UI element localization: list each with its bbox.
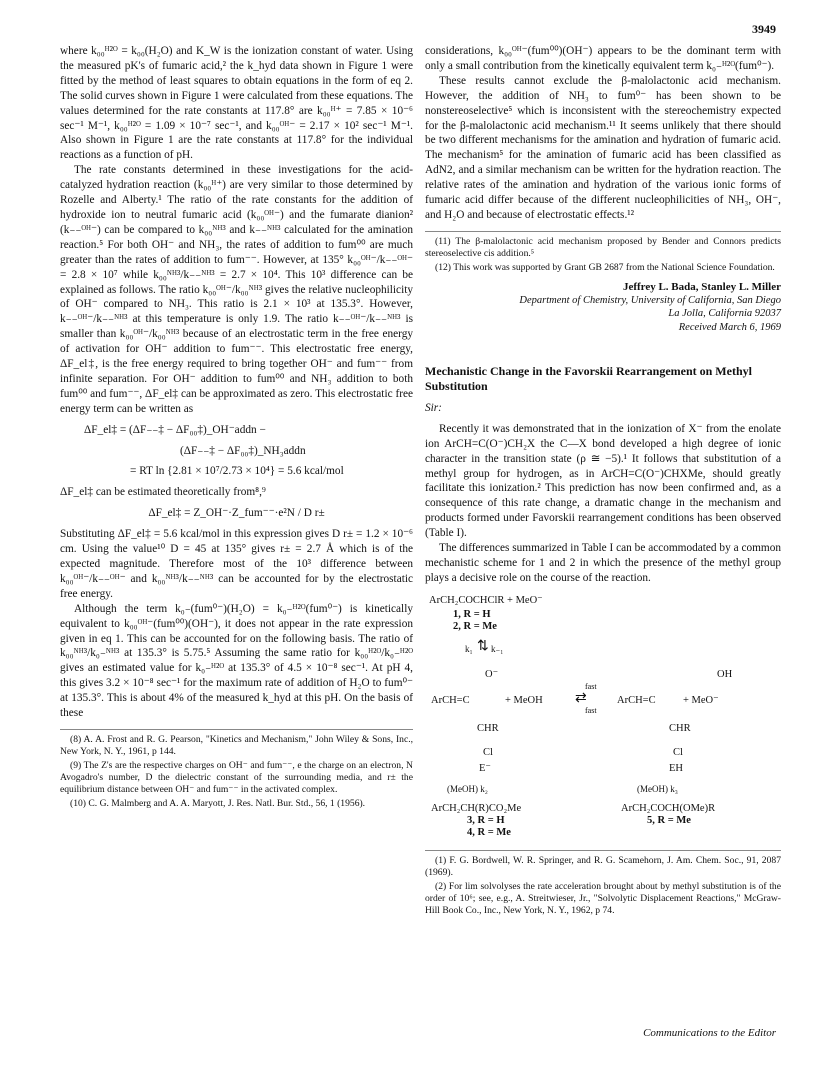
right-paragraph-2: These results cannot exclude the β-malolactonic acid mechanism. However, the addition of NH₃ to fum⁰⁻ has been shown to be nonstereoselective⁵ which is inconsistent with the stereochemistry expected for the β-malolactonic acid mechanism.¹¹ It seems unlikely that there should be two different mechanisms for the amination and hydration of fumaric acid. The mechanism⁵ for the amination of fumaric acid has been classified as AdN2, and a similar mechanism can be written for the hydration reaction. The relative rates of the amination and hydration of the various ionic forms of fumaric acid differ because of the different nucleophilicities of NH₃, OH⁻, and H₂O and because of electrostatic effects.¹² bbox=[425, 74, 781, 221]
authors: Jeffrey L. Bada, Stanley L. Miller bbox=[622, 280, 781, 293]
journal-section-footer: Communications to the Editor bbox=[643, 1027, 776, 1039]
left-paragraph-3: ΔF_el‡ can be estimated theoretically from⁸,⁹ bbox=[60, 486, 266, 499]
page-number: 3949 bbox=[752, 22, 776, 36]
scheme-reactant-2: 2, R = Me bbox=[453, 620, 497, 632]
fast-equilibrium-arrow-icon: ⇄ bbox=[575, 690, 587, 706]
left-paragraph-1: where k₀₀ᴴ²ᴼ = k₀₀(H₂O) and K_W is the ionization constant of water. Using the measured pK's of fumaric acid,² the k_hyd data shown in Figure 1 were fitted by the method of least squares to obtain equations in the form of eq 2. The solid curves shown in Figure 1 were calculated from these equations. The values determined for the rate constants at 117.8° are k₀₀ᴴ⁺ = 7.85 × 10⁻⁶ sec⁻¹ M⁻¹, k₀₀ᴴ²ᴼ = 1.09 × 10⁻⁷ sec⁻¹, and k₀₀ᴼᴴ⁻ = 2.17 × 10² sec⁻¹ M⁻¹. Also shown in Figure 1 are the rate constants at 117.8° for the individual reactions as a function of pH. bbox=[60, 45, 413, 162]
equation-2: ΔF_el‡ = Z_OH⁻·Z_fum⁻⁻·e²N / D r± bbox=[148, 507, 325, 520]
scheme-product-3: 3, R = H bbox=[467, 814, 505, 826]
scheme-plus-meo: + MeO⁻ bbox=[683, 694, 719, 706]
scheme-k-minus-1: k₋₁ bbox=[491, 643, 504, 654]
footnote-11: (11) The β-malolactonic acid mechanism proposed by Bender and Connors predicts stereoselective cis addition.⁵ bbox=[425, 235, 781, 259]
affiliation-line-1: Department of Chemistry, University of California, San Diego bbox=[519, 295, 781, 307]
left-paragraph-4: Substituting ΔF_el‡ = 5.6 kcal/mol in this expression gives D r± = 1.2 × 10⁻⁶ cm. Using the value¹⁰ D = 45 at 135° gives r± = 2.7 Å which is of the expected magnitude. Therefore most of the 10³ difference between k₀₀ᴼᴴ⁻/k₋₋ᴼᴴ⁻ and k₀₀ᴺᴴ³/k₋₋ᴺᴴ³ can be accounted for by the electrostatic free energy. bbox=[60, 528, 413, 600]
scheme-oh: OH bbox=[717, 668, 733, 680]
right-paragraph-4: The differences summarized in Table I can be accommodated by a common mechanistic scheme for 1 and 2 in which the presence of the methyl group plays a decisive role on the course of the reaction. bbox=[425, 542, 781, 584]
footnote-1: (1) F. G. Bordwell, W. R. Springer, and R. G. Scamehorn, J. Am. Chem. Soc., 91, 2087 (1969). bbox=[425, 854, 781, 878]
scheme-meoh-k2: (MeOH) k₂ bbox=[447, 783, 488, 794]
right-footnotes-lower bbox=[425, 850, 781, 917]
scheme-fast-forward: fast bbox=[585, 681, 597, 691]
received-date: Received March 6, 1969 bbox=[678, 321, 781, 333]
left-footnotes bbox=[60, 729, 413, 810]
footnote-9: (9) The Z's are the respective charges on OH⁻ and fum⁻⁻, e the charge on an electron, N Avogadro's number, D the dielectric constant of the surrounding media, and r± the equilibrium distance between OH⁻ and fum⁻⁻ in the activated complex. bbox=[60, 759, 413, 795]
scheme-product-right: ArCH₂COCH(OMe)R bbox=[621, 802, 716, 814]
reaction-scheme bbox=[425, 592, 781, 842]
footnote-2: (2) For lim solvolyses the rate acceleration brought about by methyl substitution is of the order of 10⁶; see, e.g., A. Streitwieser, Jr., "Solvolytic Displacement Reactions," McGraw-Hill Book Co., Inc., New York, N. Y., 1962, p 74. bbox=[425, 880, 781, 916]
scheme-reactant: ArCH₂COCHClR + MeO⁻ bbox=[429, 594, 543, 606]
scheme-product-5: 5, R = Me bbox=[647, 814, 691, 826]
left-paragraph-5: Although the term k₀₋(fum⁰⁻)(H₂O) = k₀₋ᴴ²ᴼ(fum⁰⁻) is kinetically equivalent to k₀₀ᴼᴴ⁻(fum⁰⁰)(OH⁻), it does not appear in the rate expression given in eq 1. This can be accounted for on the following basis. The ratio of k₀₀ᴺᴴ³/k₀₋ᴺᴴ³ at 135.3° is 5.75.⁵ Assuming the same ratio for k₀₀ᴴ²ᴼ/k₀₋ᴴ²ᴼ gives an estimated value for k₀₋ᴴ²ᴼ at 135.3° of 4.5 × 10⁻⁸ sec⁻¹. At pH 4, this gives 3.2 × 10⁻⁸ sec⁻¹ for the maximum rate of addition of H₂O to fum⁰⁻ at 135.3°. This is about 4% of the measured k_hyd at this pH. On the basis of these bbox=[60, 602, 413, 720]
right-paragraph-1: considerations, k₀₀ᴼᴴ⁻(fum⁰⁰)(OH⁻) appears to be the dominant term with only a small contribution from the kinetically equivalent term k₀₋ᴴ²ᴼ(fum⁰⁻). bbox=[425, 45, 781, 72]
scheme-cl-right: Cl bbox=[673, 746, 683, 758]
equilibrium-arrow-icon: ⇅ bbox=[477, 638, 489, 654]
salutation: Sir: bbox=[425, 401, 442, 414]
right-paragraph-3: Recently it was demonstrated that in the ionization of X⁻ from the enolate ion ArCH=C(O⁻)CH₂X the C—X bond developed a high degree of ionic character in the transition state (ρ ≅ −5).¹ It follows that substitution of a methyl group for hydrogen, as in ArCH=C(O⁻)CHXMe, should greatly facilitate this ionization.² This prediction has now been confirmed and, as a consequence of this rate change, a dramatic change in the mechanism and products formed under Favorskii rearrangement conditions has been observed (Table I). bbox=[425, 422, 781, 540]
left-paragraph-2: The rate constants determined in these investigations for the acid-catalyzed hydration reaction (k₀₀ᴴ⁺) are very similar to those determined by Rozelle and Alberty.¹ The ratio of the rate constants for the addition of hydroxide ion to neutral fumaric acid (k₀₀ᴼᴴ⁻) and the fumarate dianion² (k₋₋ᴼᴴ⁻) can be compared to k₀₀ᴺᴴ³ and k₋₋ᴺᴴ³ calculated for the amination reaction.⁵ For both OH⁻ and NH₃, the rates of addition to fum⁰⁰ are much greater than the rates of addition to fum⁻⁻. However, at 135° k₀₀ᴼᴴ⁻/k₋₋ᴼᴴ⁻ = 2.8 × 10⁷ while k₀₀ᴺᴴ³/k₋₋ᴺᴴ³ = 2.7 × 10⁴. This 10³ difference can be explained as follows. The ratio k₀₀ᴼᴴ⁻/k₀₀ᴺᴴ³ gives the relative nucleophilicity of OH⁻ compared to NH₃. This ratio is 2.1 × 10³ at 135.3°. However, k₋₋ᴼᴴ⁻/k₋₋ᴺᴴ³ at this temperature is only 1.9. The ratio k₋₋ᴼᴴ⁻/k₋₋ᴺᴴ³ is smaller than k₀₀ᴼᴴ⁻/k₀₀ᴺᴴ³ because of an electrostatic term in the free energy of activation for OH⁻ addition to fum⁻⁻. This electrostatic free energy, ΔF_el‡, is the free energy required to bring together OH⁻ and fum⁻⁻ from infinite separation. For OH⁻ addition to fum⁰⁰ and NH₃ addition to both fum⁰⁰ and fum⁻⁻, ΔF_el‡ can be approximated as zero. This electrostatic free energy term can be written as bbox=[60, 164, 413, 415]
scheme-fast-back: fast bbox=[585, 705, 597, 715]
right-column bbox=[425, 44, 781, 919]
footnote-8: (8) A. A. Frost and R. G. Pearson, "Kinetics and Mechanism," John Wiley & Sons, Inc., New York, N. Y., 1961, p 144. bbox=[60, 733, 413, 757]
right-footnotes-upper bbox=[425, 231, 781, 274]
scheme-reactant-1: 1, R = H bbox=[453, 608, 491, 620]
scheme-enol: ArCH=C bbox=[617, 694, 656, 706]
left-column bbox=[60, 44, 413, 812]
scheme-eh: EH bbox=[669, 762, 683, 774]
scheme-cl-left: Cl bbox=[483, 746, 493, 758]
affiliation-line-2: La Jolla, California 92037 bbox=[668, 308, 781, 320]
footnote-10: (10) C. G. Malmberg and A. A. Maryott, J. Res. Natl. Bur. Std., 56, 1 (1956). bbox=[70, 797, 366, 809]
scheme-e-minus: E⁻ bbox=[479, 762, 491, 774]
scheme-o-minus: O⁻ bbox=[485, 668, 499, 680]
scheme-meoh-k3: (MeOH) k₃ bbox=[637, 783, 678, 794]
scheme-product-left: ArCH₂CH(R)CO₂Me bbox=[431, 802, 522, 814]
scheme-chr-right: CHR bbox=[669, 722, 691, 734]
equation-line-1b: (ΔF₋₋‡ − ΔF₀₀‡)_NH₃addn bbox=[180, 444, 306, 457]
article-title: Mechanistic Change in the Favorskii Rearrangement on Methyl Substitution bbox=[425, 363, 752, 394]
scheme-enolate: ArCH=C bbox=[431, 694, 470, 706]
scheme-plus-meoh: + MeOH bbox=[505, 694, 543, 706]
scheme-k1: k₁ bbox=[465, 643, 473, 654]
equation-line-1a: ΔF_el‡ = (ΔF₋₋‡ − ΔF₀₀‡)_OH⁻addn − bbox=[84, 423, 266, 436]
footnote-12: (12) This work was supported by Grant GB 2687 from the National Science Foundation. bbox=[435, 261, 775, 273]
equation-line-1c: = RT ln {2.81 × 10⁷/2.73 × 10⁴} = 5.6 kcal/mol bbox=[130, 465, 344, 478]
scheme-product-4: 4, R = Me bbox=[467, 826, 511, 838]
scheme-chr-left: CHR bbox=[477, 722, 499, 734]
